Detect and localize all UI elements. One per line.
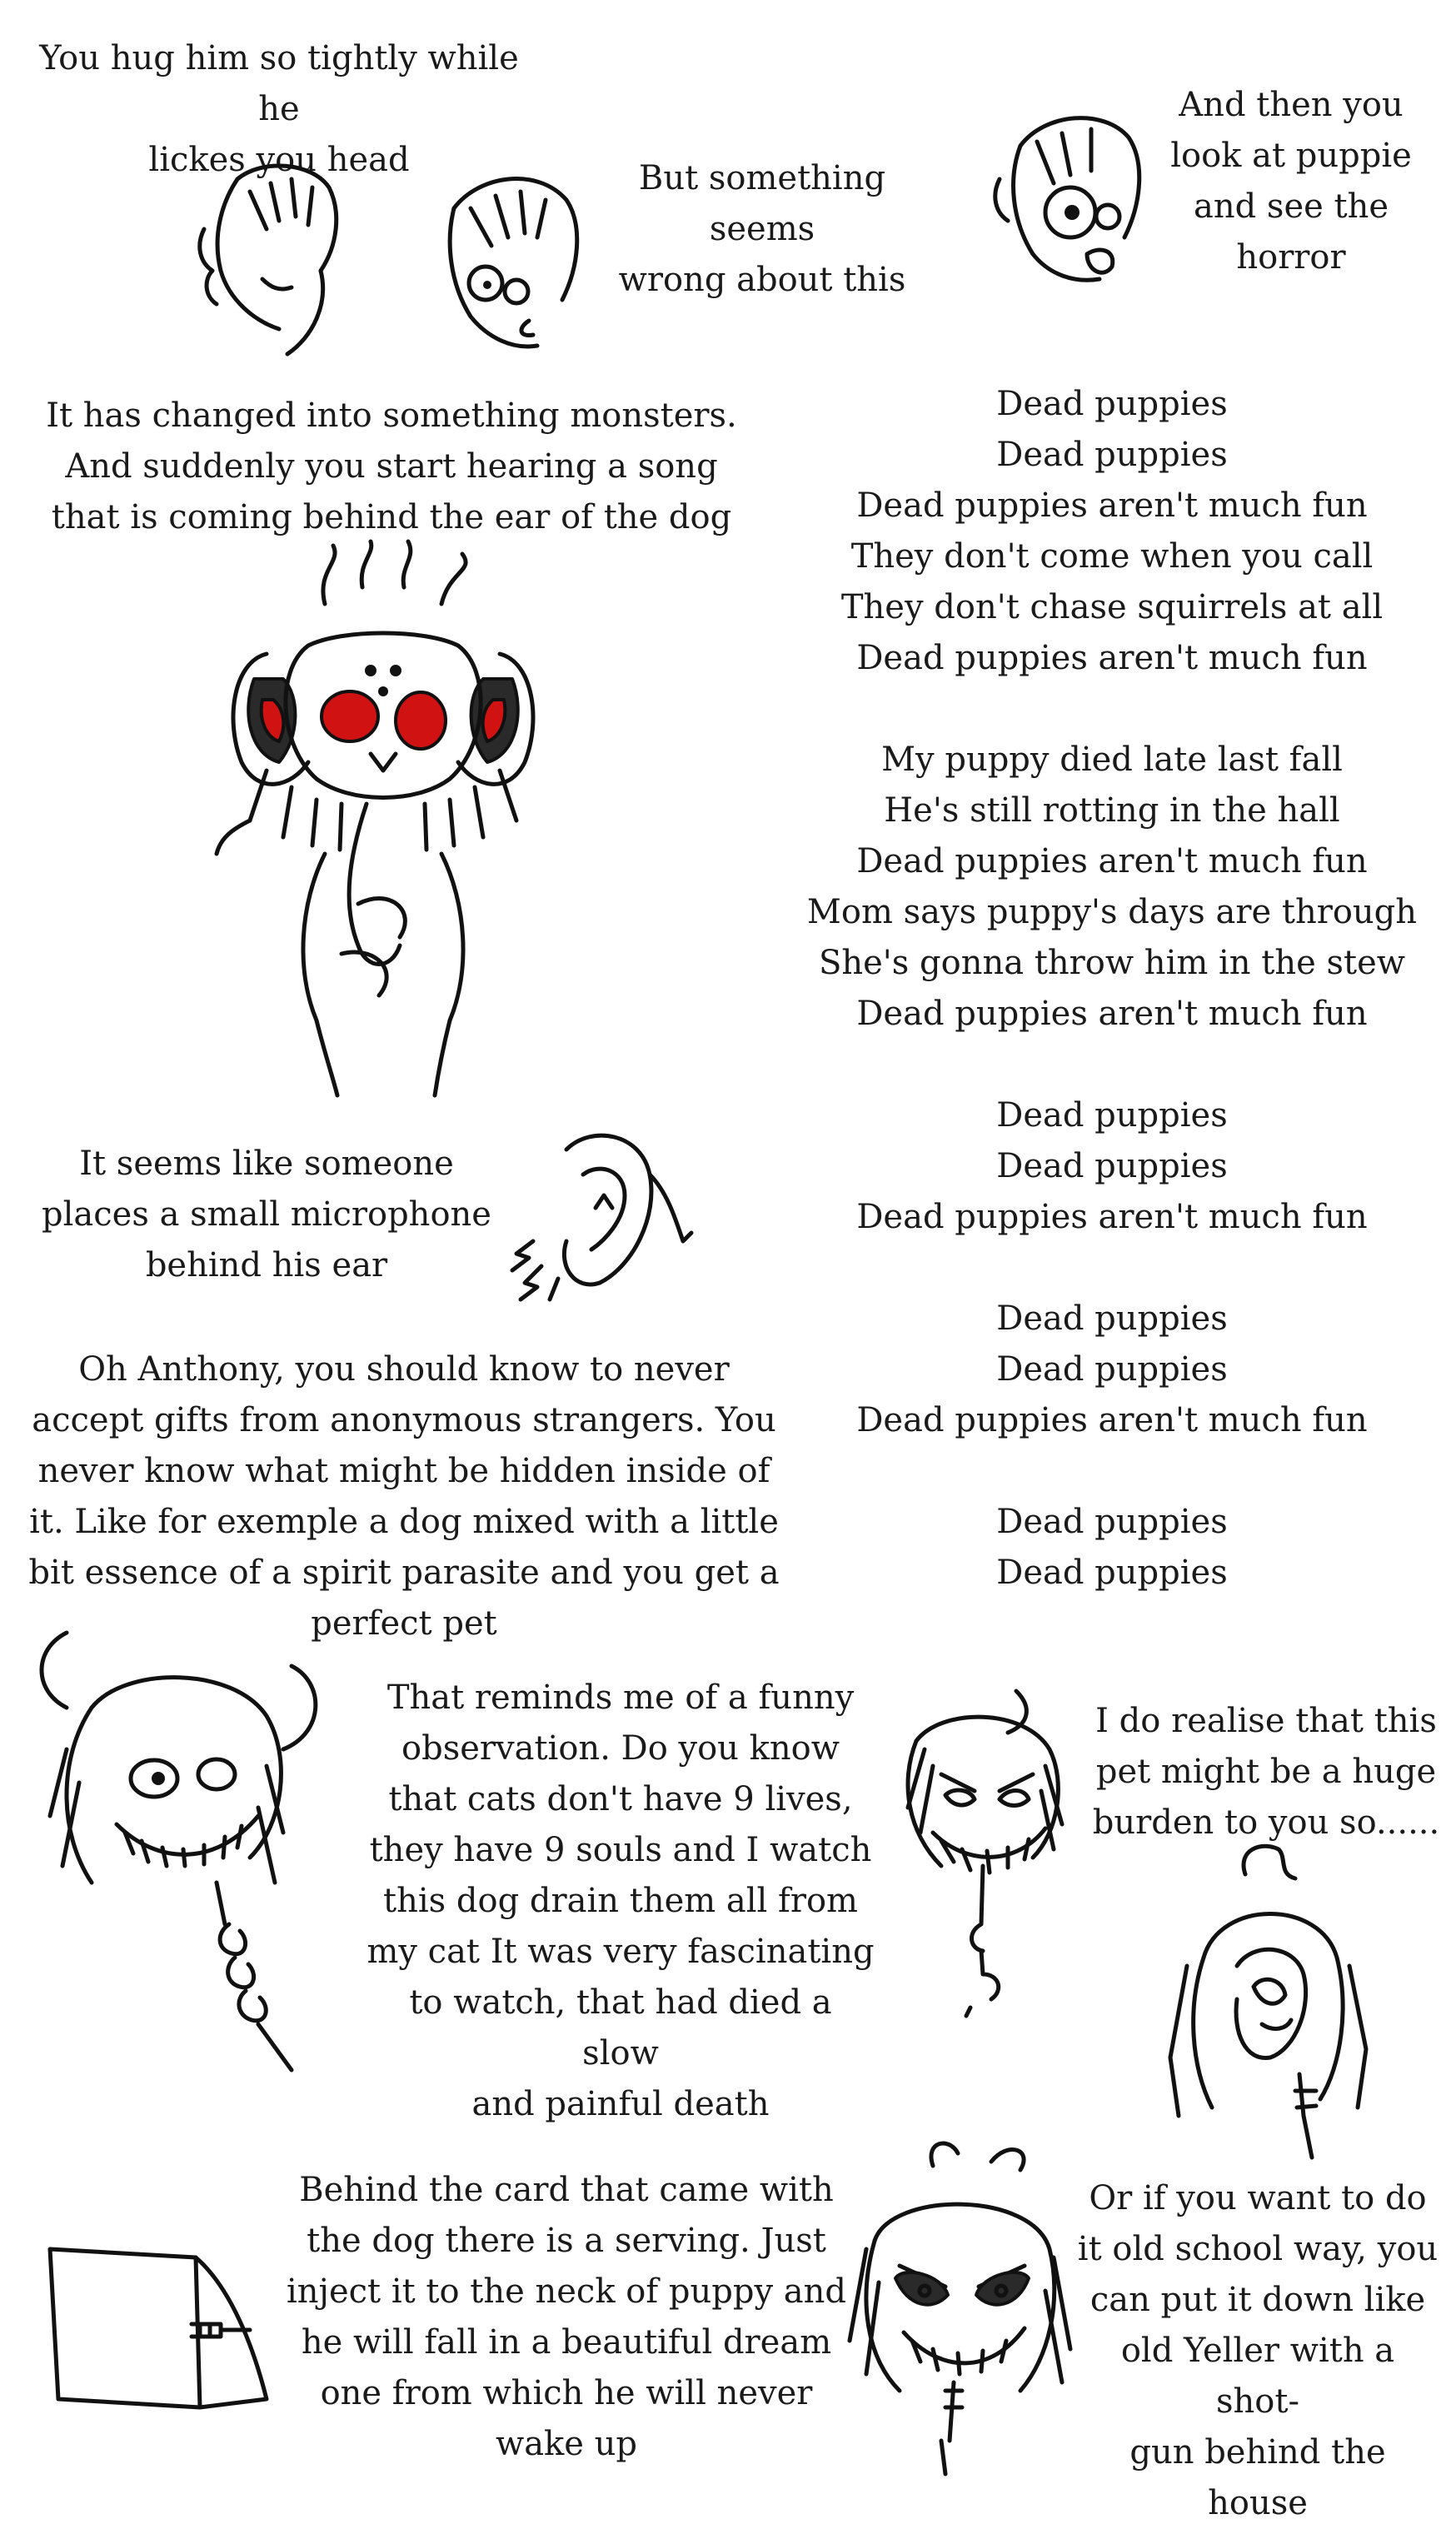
caption-look: And then you look at puppie and see the horror	[1170, 86, 1412, 277]
caption-hug: You hug him so tightly while he lickes you head	[39, 39, 519, 179]
caption-reminds: That reminds me of a funny observation. Do you know that cats don't have 9 lives, they have 9 souls and I watch this dog drain them all from my cat It was very fascinating to watch, that had died a slow and painful death	[366, 1679, 875, 2123]
shadowed-demon-face-sketch	[841, 2141, 1083, 2499]
hugging-heads-sketch	[187, 154, 354, 362]
song-stanza: My puppy died late last fall He's still rotting in the hall Dead puppies aren't much fun Mom says puppy's days are through She's gonna throw him in the stew Dead puppies aren't much fun	[806, 741, 1418, 1033]
caption-anthony: Oh Anthony, you should know to never accept gifts from anonymous strangers. You never know what might be hidden inside of it. Like for exemple a dog mixed with a little bit essence of a spirit parasite and you get a perfect pet	[28, 1350, 780, 1643]
syringe-card-sketch	[33, 2232, 283, 2424]
song-stanza: Dead puppies Dead puppies Dead puppies aren't much fun	[856, 1299, 1368, 1439]
song-stanza: Dead puppies Dead puppies Dead puppies aren't much fun They don't come when you call They don't chase squirrels at all Dead puppies aren't much fun	[840, 385, 1384, 677]
grinning-demon-sketch	[883, 1674, 1091, 2041]
caption-card: Behind the card that came with the dog there is a serving. Just inject it to the neck of puppy and he will fall in a beautiful dream one from which he will never wake up	[287, 2171, 846, 2463]
monster-puppy-sketch	[200, 554, 566, 1095]
caption-changed: It has changed into something monsters. And suddenly you start hearing a song that is coming behind the ear of the dog	[46, 397, 737, 536]
ear-microphone-sketch	[500, 1116, 700, 1316]
caption-wrong: But something seems wrong about this	[618, 159, 906, 299]
caption-oldschool: Or if you want to do it old school way, you can put it down like old Yeller with a shot- gun behind the house	[1077, 2179, 1439, 2522]
song-stanza: Dead puppies Dead puppies	[996, 1503, 1228, 1592]
horned-grinning-figure-sketch	[17, 1616, 358, 2083]
song-stanza: Dead puppies Dead puppies Dead puppies aren't much fun	[856, 1096, 1368, 1236]
horrified-face-sketch	[987, 104, 1154, 287]
song-lyrics	[783, 379, 1441, 1599]
caption-burden: I do realise that this pet might be a huge burden to you so......	[1092, 1702, 1440, 1842]
hooded-head-sketch	[1154, 1841, 1379, 2166]
startled-head-sketch	[421, 158, 596, 367]
caption-microphone: It seems like someone places a small microphone behind his ear	[42, 1145, 491, 1284]
